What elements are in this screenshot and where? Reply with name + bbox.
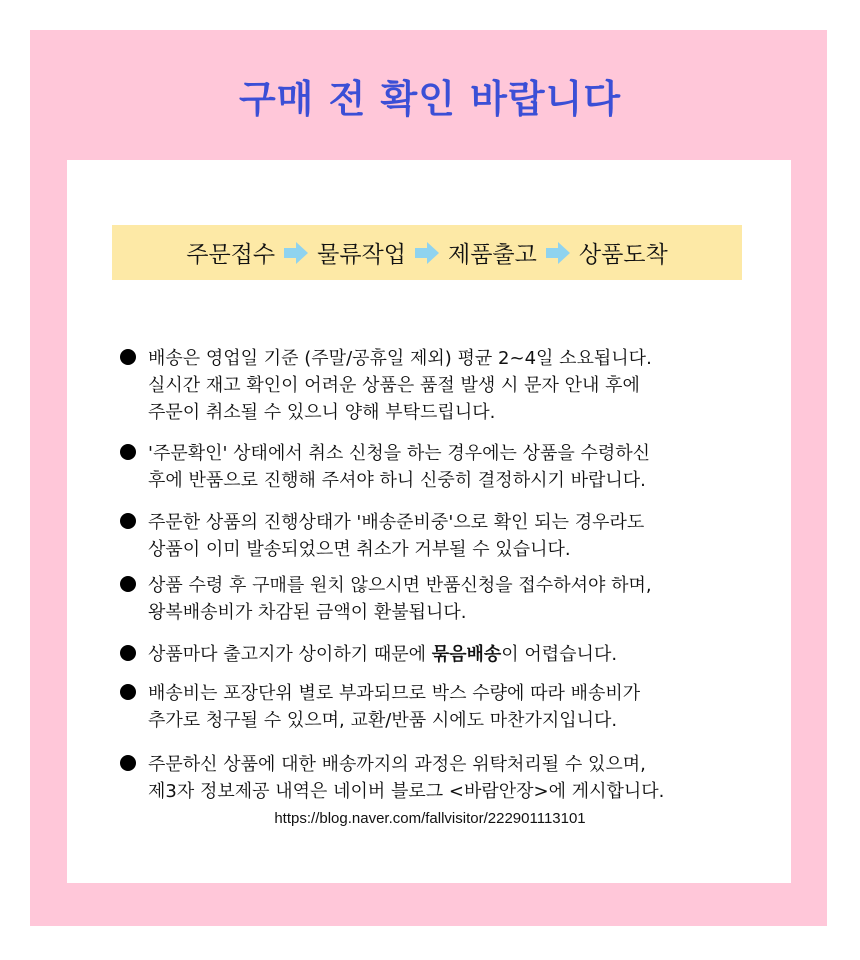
bullet-dot-icon: [120, 755, 136, 771]
notice-line: 왕복배송비가 차감된 금액이 환불됩니다.: [148, 602, 467, 623]
notice-line: 주문한 상품의 진행상태가 '배송준비중'으로 확인 되는 경우라도: [148, 512, 645, 533]
notice-item: [120, 572, 652, 626]
step-order-received: 주문접수: [186, 242, 276, 268]
bullet-dot-icon: [120, 684, 136, 700]
notice-line: 제3자 정보제공 내역은 네이버 블로그 <바람안장>에 게시합니다.: [148, 781, 665, 802]
notice-line: 주문하신 상품에 대한 배송까지의 과정은 위탁처리될 수 있으며,: [148, 754, 646, 775]
order-process-bar: [112, 225, 742, 280]
bullet-dot-icon: [120, 349, 136, 365]
blog-url: https://blog.naver.com/fallvisitor/222901113101: [274, 810, 586, 827]
notice-item: [120, 440, 650, 494]
notice-line: 상품이 이미 발송되었으면 취소가 거부될 수 있습니다.: [148, 539, 571, 560]
bullet-dot-icon: [120, 645, 136, 661]
notice-item: [120, 345, 652, 426]
notice-text: 이 어렵습니다.: [501, 644, 618, 665]
right-arrow-icon: [284, 242, 308, 264]
notice-item: [120, 751, 664, 805]
notice-line: 주문이 취소될 수 있으니 양해 부탁드립니다.: [148, 402, 496, 423]
notice-line: 실시간 재고 확인이 어려운 상품은 품절 발생 시 문자 안내 후에: [148, 375, 640, 396]
bundle-shipping-emphasis: 묶음배송: [431, 644, 502, 665]
notice-line: 배송비는 포장단위 별로 부과되므로 박스 수량에 따라 배송비가: [148, 683, 641, 704]
notice-item: [120, 509, 644, 563]
step-shipping: 제품출고: [448, 242, 537, 268]
notice-item: [120, 680, 640, 734]
notice-line: 상품 수령 후 구매를 원치 않으시면 반품신청을 접수하셔야 하며,: [148, 575, 652, 596]
notice-item: [120, 641, 617, 668]
notice-line: 후에 반품으로 진행해 주셔야 하니 신중히 결정하시기 바랍니다.: [148, 470, 646, 491]
notice-line: 추가로 청구될 수 있으며, 교환/반품 시에도 마찬가지입니다.: [148, 710, 618, 731]
notice-line: 배송은 영업일 기준 (주말/공휴일 제외) 평균 2~4일 소요됩니다.: [148, 348, 652, 369]
bullet-dot-icon: [120, 576, 136, 592]
notice-line: '주문확인' 상태에서 취소 신청을 하는 경우에는 상품을 수령하신: [148, 443, 651, 464]
bullet-dot-icon: [120, 444, 136, 460]
step-logistics: 물류작업: [317, 242, 406, 268]
step-arrival: 상품도착: [578, 242, 668, 268]
page-title: 구매 전 확인 바랍니다: [238, 77, 622, 121]
right-arrow-icon: [415, 242, 439, 264]
bullet-dot-icon: [120, 513, 136, 529]
notice-text: 상품마다 출고지가 상이하기 때문에: [148, 644, 432, 665]
notice-line: [120, 641, 617, 668]
right-arrow-icon: [546, 242, 570, 264]
